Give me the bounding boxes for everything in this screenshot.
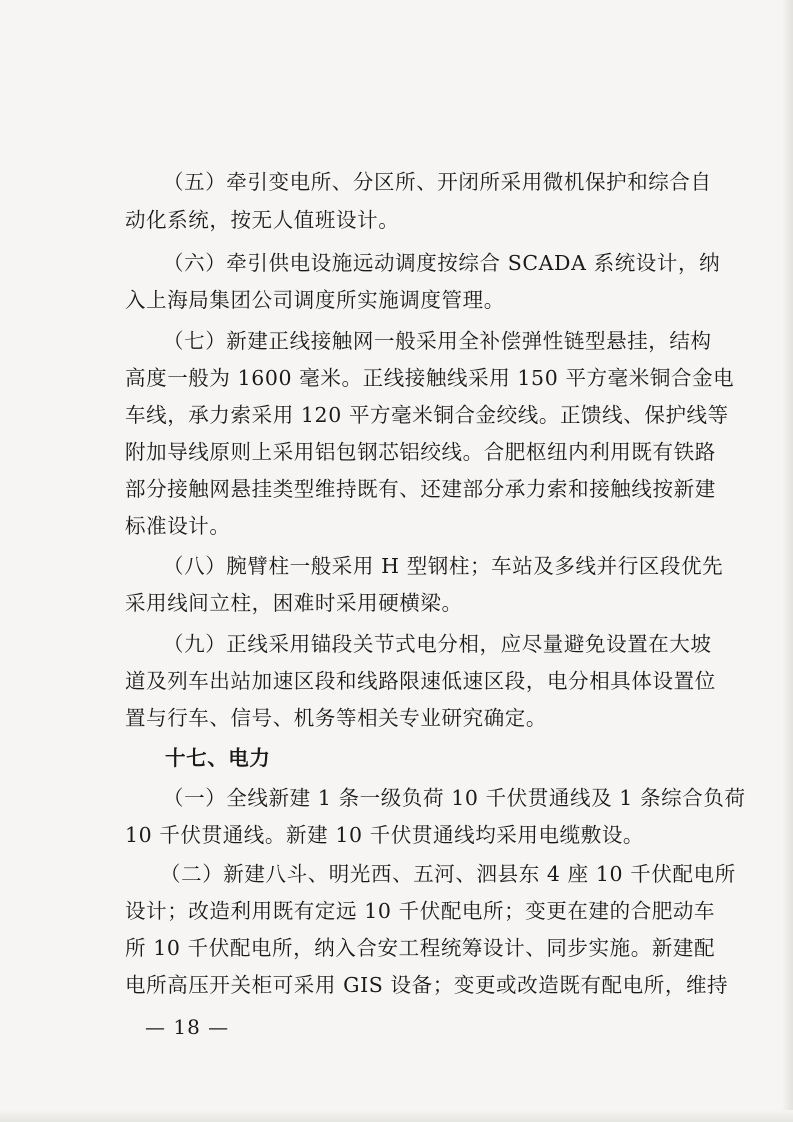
- text-line: 标准设计。: [125, 514, 231, 538]
- text-line: 所 10 千伏配电所，纳入合安工程统筹设计、同步实施。新建配: [125, 936, 716, 960]
- text-line: 采用线间立柱，困难时采用硬横梁。: [125, 591, 463, 615]
- text-line: （一）全线新建 1 条一级负荷 10 千伏贯通线及 1 条综合负荷: [163, 786, 746, 810]
- page-bottom-shadow: [0, 1110, 793, 1122]
- text-line: 高度一般为 1600 毫米。正线接触线采用 150 平方毫米铜合金电: [125, 366, 735, 390]
- text-line: （八）腕臂柱一般采用 H 型钢柱；车站及多线并行区段优先: [163, 554, 724, 578]
- text-line: 设计；改造利用既有定远 10 千伏配电所；变更在建的合肥动车: [125, 899, 716, 923]
- page-number: — 18 —: [145, 1015, 230, 1039]
- text-line: 置与行车、信号、机务等相关专业研究确定。: [125, 706, 547, 730]
- text-line: （七）新建正线接触网一般采用全补偿弹性链型悬挂，结构: [163, 329, 712, 353]
- text-line: 入上海局集团公司调度所实施调度管理。: [125, 288, 505, 312]
- text-line: （九）正线采用锚段关节式电分相，应尽量避免设置在大坡: [163, 632, 712, 656]
- text-line: 电所高压开关柜可采用 GIS 设备；变更或改造既有配电所，维持: [125, 973, 729, 997]
- text-line: （五）牵引变电所、分区所、开闭所采用微机保护和综合自: [163, 170, 712, 194]
- text-line: 道及列车出站加速区段和线路限速低速区段，电分相具体设置位: [125, 669, 716, 693]
- page-edge-shadow: [782, 0, 793, 1122]
- text-line: （二）新建八斗、明光西、五河、泗县东 4 座 10 千伏配电所: [160, 862, 736, 886]
- section-heading: 十七、电力: [165, 746, 271, 770]
- text-line: 10 千伏贯通线。新建 10 千伏贯通线均采用电缆敷设。: [125, 823, 645, 847]
- text-line: 附加导线原则上采用铝包钢芯铝绞线。合肥枢纽内利用既有铁路: [125, 440, 716, 464]
- text-line: 部分接触网悬挂类型维持既有、还建部分承力索和接触线按新建: [125, 477, 716, 501]
- text-line: （六）牵引供电设施远动调度按综合 SCADA 系统设计，纳: [163, 251, 721, 275]
- text-line: 车线，承力索采用 120 平方毫米铜合金绞线。正馈线、保护线等: [125, 403, 729, 427]
- text-line: 动化系统，按无人值班设计。: [125, 208, 400, 232]
